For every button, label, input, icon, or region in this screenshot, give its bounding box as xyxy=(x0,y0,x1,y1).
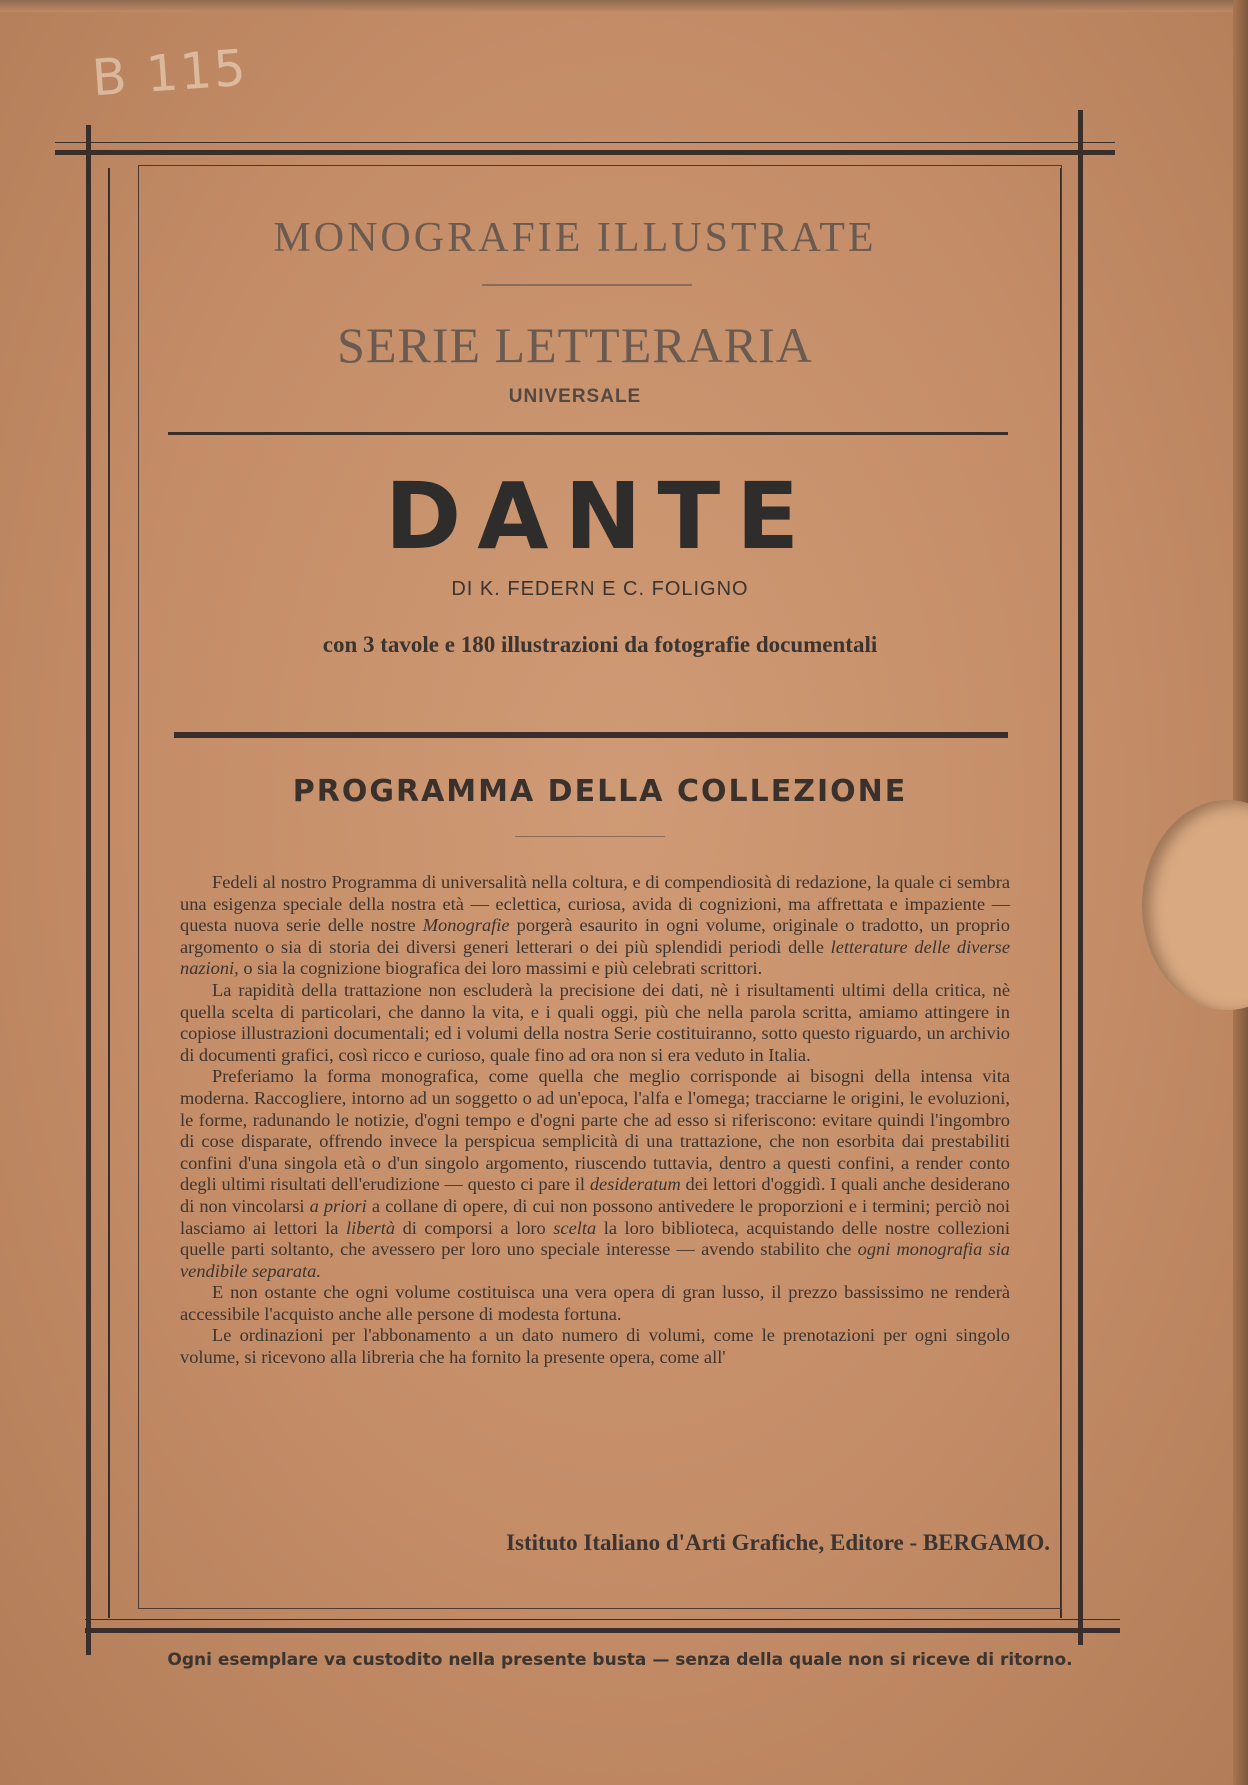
illustrations-description: con 3 tavole e 180 illustrazioni da fotografie documentali xyxy=(322,632,878,657)
inner-frame-top xyxy=(138,165,1062,166)
italic-run: ogni monografia sia vendibile separata. xyxy=(180,1239,1011,1281)
program-paragraph xyxy=(180,872,1010,980)
text-run: la loro biblioteca, acquistando delle nostre collezioni quelle parti soltanto, che avessero per loro uno speciale interesse — avendo stabilito che xyxy=(180,1217,1010,1260)
book-title: DANTE xyxy=(384,463,816,570)
program-paragraph xyxy=(180,1066,1010,1282)
inner-frame-left xyxy=(138,165,139,1608)
frame-top-rule xyxy=(55,150,1115,155)
frame-bottom-rule xyxy=(85,1628,1120,1633)
series-title: MONOGRAFIE ILLUSTRATE xyxy=(273,215,877,261)
italic-run: libertà xyxy=(345,1217,396,1238)
ornament-rule xyxy=(482,284,692,286)
program-paragraph: E non ostante che ogni volume costituisca una vera opera di gran lusso, il prezzo bassissimo ne renderà accessibile l'acquisto anche alle persone di modesta fortuna. xyxy=(180,1282,1010,1324)
frame-bottom-rule-2 xyxy=(85,1619,1120,1620)
program-paragraph: Le ordinazioni per l'abbonamento a un dato numero di volumi, come le prenotazioni per ogni singolo volume, si ricevono alla libreria che ha fornito la presente opera, come all' xyxy=(180,1325,1010,1368)
program-paragraph: La rapidità della trattazione non escluderà la precisione dei dati, nè i risultamenti ultimi della critica, nè quella scelta di particolari, che danno la vita, e i quali oggi, più che nella parola scritta, amiamo attingere in copiose illustrazioni documentali; ed i volumi della nostra Serie costituiranno, sotto questo riguardo, un archivio di documenti grafici, così ricco e curioso, quale fino ad ora non si era veduto in Italia. xyxy=(180,979,1010,1065)
subseries-subtitle: UNIVERSALE xyxy=(508,386,642,407)
italic-run: desideratum xyxy=(589,1174,681,1195)
frame-top-rule-2 xyxy=(55,142,1115,143)
italic-run: a priori xyxy=(309,1195,367,1216)
text-run: Fedeli al nostro Programma di universalità nella coltura, e di compendiosità di redazione, la quale ci sembra una esigenza speciale della nostra età — eclettica, curiosa, avida di cognizioni, ma affrettata e impaziente — questa nuova serie delle nostre xyxy=(180,872,1010,936)
case-top-edge xyxy=(0,0,1248,12)
program-text xyxy=(180,872,1010,1369)
text-run: di comporsi a loro xyxy=(395,1217,554,1238)
authors-line: DI K. FEDERN E C. FOLIGNO xyxy=(451,578,749,600)
inner-frame-right xyxy=(1061,165,1062,1608)
text-run: porgerà esaurito in ogni volume, originale o tradotto, un proprio argomento o sia di storia dei diversi generi letterari o dei più splendidi periodi delle xyxy=(180,915,1010,957)
footer-note: Ogni esemplare va custodito nella presente busta — senza della quale non si riceve di ritorno. xyxy=(167,1650,1073,1670)
text-run: Preferiamo la forma monografica, come quella che meglio corrisponde ai bisogni della intensa vita moderna. Raccogliere, intorno ad un soggetto o ad un'epoca, l'alfa e l'omega; tracciarne le origini, le evoluzioni, le forme, radunando le notizie, d'ogni tempo e d'ogni parte che ad esso si riferiscono: evitare quindi l'ingombro di cose disparate, offrendo invece la perspicua semplicità di una trattazione, che non esorbita dai prestabiliti confini d'una singola età o d'un singolo argomento, riuscendo tuttavia, dentro a questi confini, a render conto degli ultimi risultati dell'erudizione — questo ci pare il xyxy=(180,1066,1010,1195)
program-heading: PROGRAMMA DELLA COLLEZIONE xyxy=(292,774,908,809)
title-top-rule xyxy=(168,432,1008,435)
frame-right-rule xyxy=(1078,110,1083,1645)
program-underline xyxy=(515,836,665,837)
italic-run: scelta xyxy=(553,1217,597,1238)
inner-frame-bottom xyxy=(138,1608,1062,1609)
text-run: dei lettori d'oggidì. I quali anche desiderano di non vincolarsi xyxy=(180,1174,1010,1216)
pencil-annotation: B 115 xyxy=(90,38,250,108)
italic-run: letterature delle diverse nazioni, xyxy=(180,936,1010,979)
text-run: o sia la cognizione biografica dei loro massimi e più celebrati scrittori. xyxy=(238,958,763,979)
text-run: a collane di opere, di cui non possono antivedere le proporzioni e i termini; perciò noi lasciamo ai lettori la xyxy=(180,1195,1010,1238)
frame-left-rule-2 xyxy=(108,168,110,1618)
frame-left-rule xyxy=(86,125,91,1655)
italic-run: Monografie xyxy=(422,915,510,936)
program-top-rule xyxy=(174,732,1008,738)
subseries-title: SERIE LETTERARIA xyxy=(337,317,813,373)
publisher-line: Istituto Italiano d'Arti Grafiche, Editore - BERGAMO. xyxy=(506,1530,1050,1555)
